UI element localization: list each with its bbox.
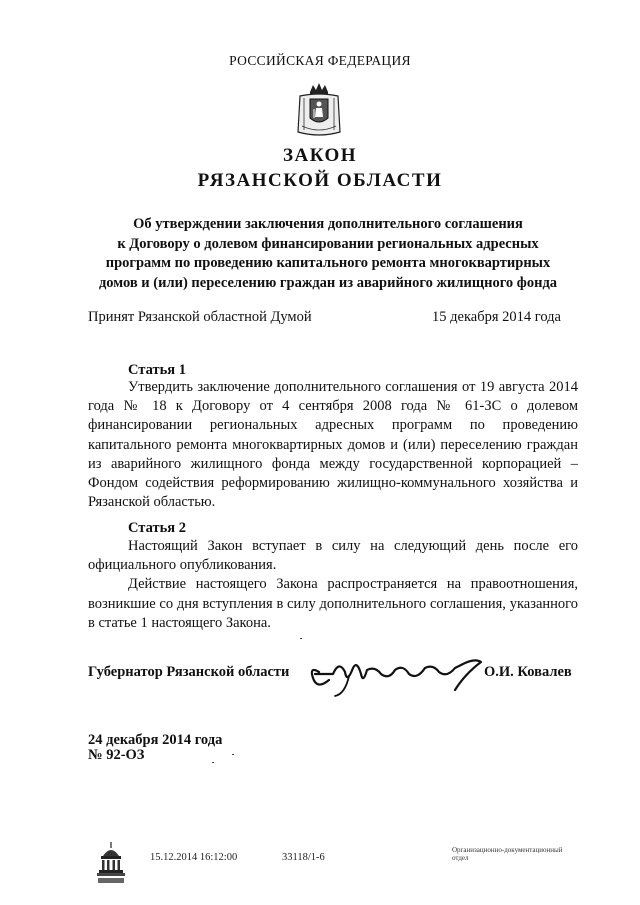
scan-speck (232, 754, 234, 755)
governor-title: Губернатор Рязанской области (88, 664, 290, 680)
article2-body (88, 537, 578, 633)
signing-date: 24 декабря 2014 года (88, 732, 223, 748)
article1-body (88, 378, 578, 512)
adoption-date: 15 декабря 2014 года (432, 309, 561, 325)
article2-paragraph2: Действие настоящего Закона распространяется на правоотношения, возникшие со дня вступления в силу дополнительного соглашения, указанного в статье 1 настоящего Закона. (88, 576, 578, 631)
law-title (0, 143, 640, 193)
scan-speck (300, 638, 302, 639)
article1-text: Утвердить заключение дополнительного соглашения от 19 августа 2014 года № 18 к Договору от 4 сентября 2008 года № 61-ЗС о долевом финансировании региональных адресных программ по проведению капитального ремонта многоквартирных домов и (или) переселению граждан из аварийного жилищного фонда между государственной корпорацией – Фондом содействия реформированию жилищно-коммунального хозяйства и Рязанской областью. (88, 379, 578, 511)
federation-heading: РОССИЙСКАЯ ФЕДЕРАЦИЯ (229, 53, 411, 68)
ryazan-coat-of-arms-icon (296, 82, 342, 138)
stamp-line2: отдел (452, 854, 469, 862)
scan-speck (212, 762, 214, 763)
department-stamp (452, 846, 592, 862)
subject-line: домов и (или) переселению граждан из аварийного жилищного фонда (98, 274, 558, 291)
article2-heading: Статья 2 (128, 520, 186, 536)
law-title-line1: ЗАКОН (282, 145, 358, 166)
handwritten-signature-icon (305, 650, 487, 698)
footer-doc-code: 33118/1-6 (282, 852, 325, 863)
subject-line: к Договору о долевом финансировании региональных адресных (117, 235, 539, 252)
footer-timestamp: 15.12.2014 16:12:00 (150, 852, 238, 863)
law-number: № 92-ОЗ (88, 747, 145, 763)
article1-heading: Статья 1 (128, 362, 186, 378)
law-subject (80, 215, 576, 293)
article2-paragraph1: Настоящий Закон вступает в силу на следующий день после его официального опубликования. (88, 538, 578, 574)
adoption-label: Принят Рязанской областной Думой (88, 309, 312, 325)
subject-line: программ по проведению капитального ремонта многоквартирных (105, 255, 551, 271)
governor-name: О.И. Ковалев (484, 664, 572, 680)
law-title-line2: РЯЗАНСКОЙ ОБЛАСТИ (197, 170, 443, 191)
duma-logo-icon (96, 840, 126, 884)
stamp-line1: Организационно-документационный (452, 846, 563, 854)
subject-line: Об утверждении заключения дополнительного соглашения (133, 216, 523, 232)
